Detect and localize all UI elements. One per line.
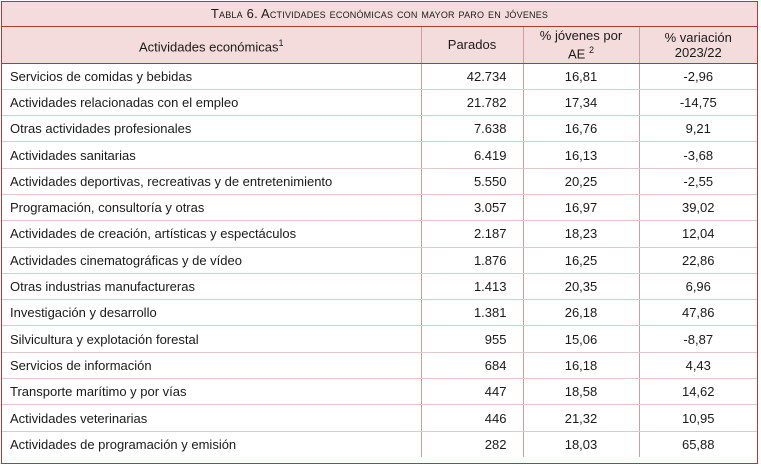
table-row <box>2 405 757 431</box>
cell-actividad: Silvicultura y explotación forestal <box>2 326 421 352</box>
table-row <box>2 142 757 168</box>
cell-actividad: Actividades de creación, artísticas y espectáculos <box>2 221 421 247</box>
table-row <box>2 326 757 352</box>
cell-variacion: 47,86 <box>639 300 757 326</box>
cell-parados: 21.782 <box>421 89 523 115</box>
table-row <box>2 89 757 115</box>
cell-jovenes: 21,32 <box>523 405 639 431</box>
table-row <box>2 247 757 273</box>
cell-variacion: 12,04 <box>639 221 757 247</box>
cell-parados: 1.413 <box>421 273 523 299</box>
cell-jovenes: 16,25 <box>523 247 639 273</box>
table-row <box>2 194 757 220</box>
cell-actividad: Otras industrias manufactureras <box>2 273 421 299</box>
cell-actividad: Programación, consultoría y otras <box>2 194 421 220</box>
cell-actividad: Actividades de programación y emisión <box>2 431 421 457</box>
cell-variacion: 4,43 <box>639 352 757 378</box>
cell-parados: 955 <box>421 326 523 352</box>
table-row <box>2 116 757 142</box>
cell-parados: 3.057 <box>421 194 523 220</box>
cell-parados: 282 <box>421 431 523 457</box>
table-row <box>2 352 757 378</box>
table-row <box>2 379 757 405</box>
cell-parados: 447 <box>421 379 523 405</box>
cell-parados: 1.381 <box>421 300 523 326</box>
cell-actividad: Transporte marítimo y por vías <box>2 379 421 405</box>
cell-variacion: 22,86 <box>639 247 757 273</box>
table-row <box>2 63 757 89</box>
cell-jovenes: 16,81 <box>523 63 639 89</box>
cell-parados: 446 <box>421 405 523 431</box>
cell-actividad: Actividades sanitarias <box>2 142 421 168</box>
header-jovenes: % jóvenes por AE $^2$ <box>523 27 639 63</box>
cell-actividad: Actividades veterinarias <box>2 405 421 431</box>
cell-jovenes: 18,23 <box>523 221 639 247</box>
cell-jovenes: 20,35 <box>523 273 639 299</box>
cell-variacion: -8,87 <box>639 326 757 352</box>
cell-variacion: -3,68 <box>639 142 757 168</box>
table-title: Tabla 6. Actividades económicas con mayor paro en jóvenes <box>2 2 757 27</box>
cell-jovenes: 18,58 <box>523 379 639 405</box>
cell-parados: 5.550 <box>421 168 523 194</box>
cell-parados: 7.638 <box>421 116 523 142</box>
cell-variacion: -2,55 <box>639 168 757 194</box>
table-row <box>2 168 757 194</box>
cell-actividad: Actividades relacionadas con el empleo <box>2 89 421 115</box>
header-variacion: % variación 2023/22 <box>639 27 757 63</box>
cell-parados: 42.734 <box>421 63 523 89</box>
cell-variacion: 6,96 <box>639 273 757 299</box>
header-parados: Parados <box>421 27 523 63</box>
cell-jovenes: 18,03 <box>523 431 639 457</box>
cell-jovenes: 17,34 <box>523 89 639 115</box>
cell-actividad: Investigación y desarrollo <box>2 300 421 326</box>
cell-variacion: 10,95 <box>639 405 757 431</box>
table-row <box>2 273 757 299</box>
data-table <box>2 27 757 457</box>
header-row <box>2 27 757 63</box>
cell-actividad: Servicios de comidas y bebidas <box>2 63 421 89</box>
cell-actividad: Actividades cinematográficas y de vídeo <box>2 247 421 273</box>
cell-variacion: 39,02 <box>639 194 757 220</box>
table-row <box>2 300 757 326</box>
cell-variacion: 14,62 <box>639 379 757 405</box>
cell-variacion: -2,96 <box>639 63 757 89</box>
cell-parados: 2.187 <box>421 221 523 247</box>
cell-variacion: 9,21 <box>639 116 757 142</box>
cell-actividad: Otras actividades profesionales <box>2 116 421 142</box>
cell-actividad: Servicios de información <box>2 352 421 378</box>
cell-jovenes: 16,76 <box>523 116 639 142</box>
cell-parados: 6.419 <box>421 142 523 168</box>
cell-jovenes: 16,97 <box>523 194 639 220</box>
cell-jovenes: 15,06 <box>523 326 639 352</box>
table-row <box>2 431 757 457</box>
cell-variacion: -14,75 <box>639 89 757 115</box>
cell-variacion: 65,88 <box>681 437 715 453</box>
cell-jovenes: 20,25 <box>523 168 639 194</box>
cell-jovenes: 16,13 <box>523 142 639 168</box>
table-frame <box>1 1 758 464</box>
cell-parados: 1.876 <box>421 247 523 273</box>
header-actividades: Actividades económicas$^1$ <box>2 27 421 63</box>
cell-jovenes: 26,18 <box>523 300 639 326</box>
cell-actividad: Actividades deportivas, recreativas y de entretenimiento <box>2 168 421 194</box>
cell-jovenes: 16,18 <box>523 352 639 378</box>
cell-parados: 684 <box>421 352 523 378</box>
table-row <box>2 221 757 247</box>
